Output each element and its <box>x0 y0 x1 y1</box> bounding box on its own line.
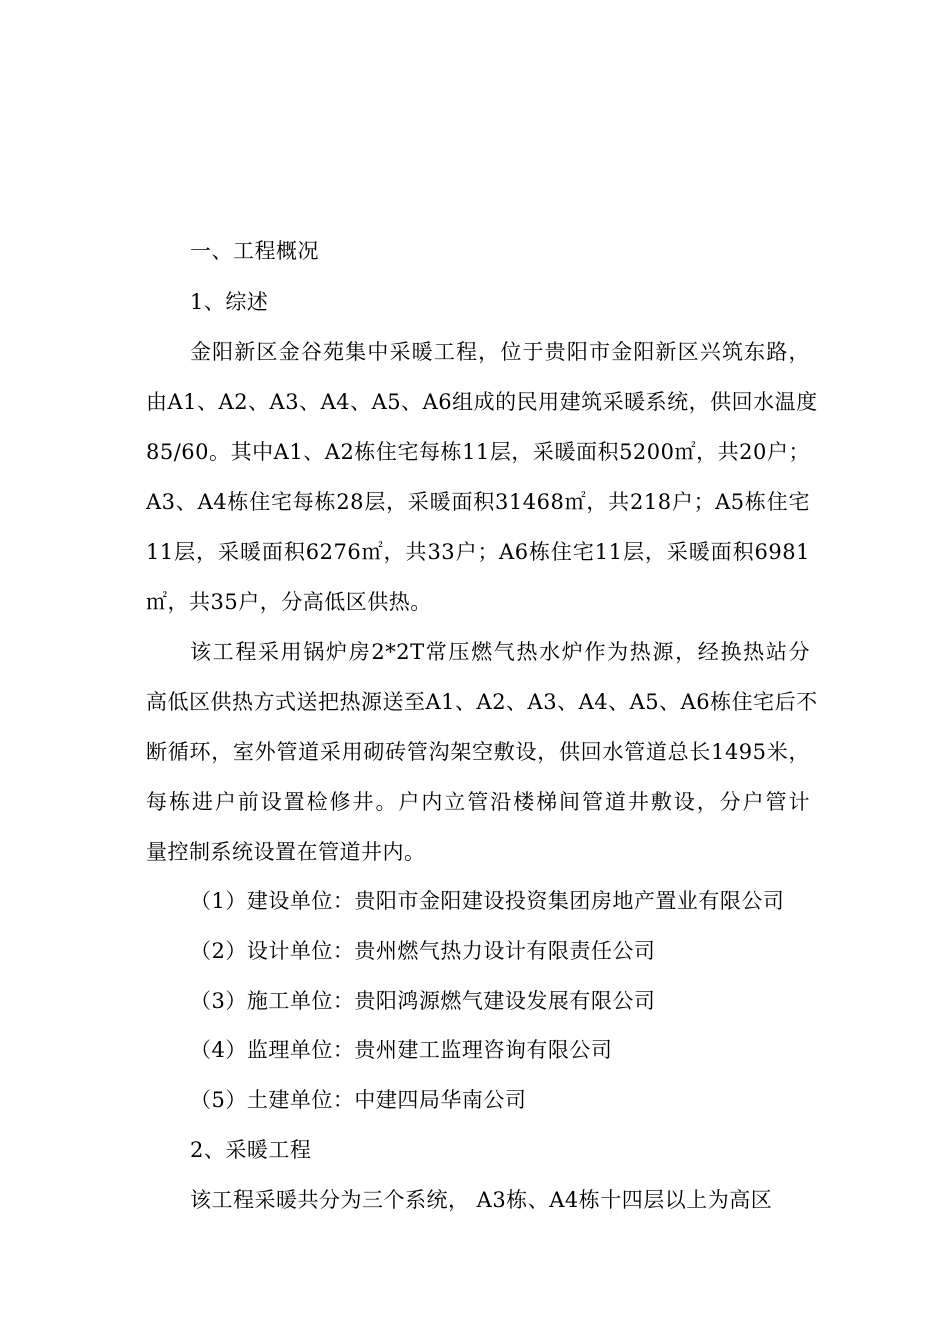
paragraph-line: 由A1、A2、A3、A4、A5、A6组成的民用建筑采暖系统，供回水温度 <box>146 390 818 414</box>
unit-list-item: （1）建设单位：贵阳市金阳建设投资集团房地产置业有限公司 <box>190 889 785 913</box>
unit-list-item: （4）监理单位：贵州建工监理咨询有限公司 <box>190 1038 613 1062</box>
paragraph-line: ㎡，共35户，分高低区供热。 <box>146 590 432 614</box>
paragraph-line: 11层，采暖面积6276㎡，共33户；A6栋住宅11层，采暖面积6981 <box>146 540 810 564</box>
paragraph-line: 该工程采暖共分为三个系统， A3栋、A4栋十四层以上为高区 <box>190 1188 773 1212</box>
paragraph-line: 85/60。其中A1、A2栋住宅每栋11层，采暖面积5200㎡，共20户； <box>146 440 810 464</box>
subsection-heading: 2、采暖工程 <box>190 1138 312 1162</box>
paragraph-line: 断循环，室外管道采用砌砖管沟架空敷设，供回水管道总长1495米， <box>146 740 810 764</box>
subsection-heading: 1、综述 <box>190 290 269 314</box>
unit-list-item: （2）设计单位：贵州燃气热力设计有限责任公司 <box>190 939 656 963</box>
paragraph-line: 金阳新区金谷苑集中采暖工程，位于贵阳市金阳新区兴筑东路， <box>190 340 810 364</box>
section-heading: 一、工程概况 <box>190 239 319 263</box>
paragraph-line: 量控制系统设置在管道井内。 <box>146 840 426 864</box>
unit-list-item: （3）施工单位：贵阳鸿源燃气建设发展有限公司 <box>190 989 656 1013</box>
paragraph-line: 该工程采用锅炉房2*2T常压燃气热水炉作为热源，经换热站分 <box>190 640 810 664</box>
paragraph-line: 每栋进户前设置检修井。户内立管沿楼梯间管道井敷设，分户管计 <box>146 790 810 814</box>
paragraph-line: A3、A4栋住宅每栋28层，采暖面积31468㎡，共218户；A5栋住宅 <box>146 490 810 514</box>
unit-list-item: （5）土建单位：中建四局华南公司 <box>190 1088 527 1112</box>
paragraph-line: 高低区供热方式送把热源送至A1、A2、A3、A4、A5、A6栋住宅后不 <box>146 690 818 714</box>
